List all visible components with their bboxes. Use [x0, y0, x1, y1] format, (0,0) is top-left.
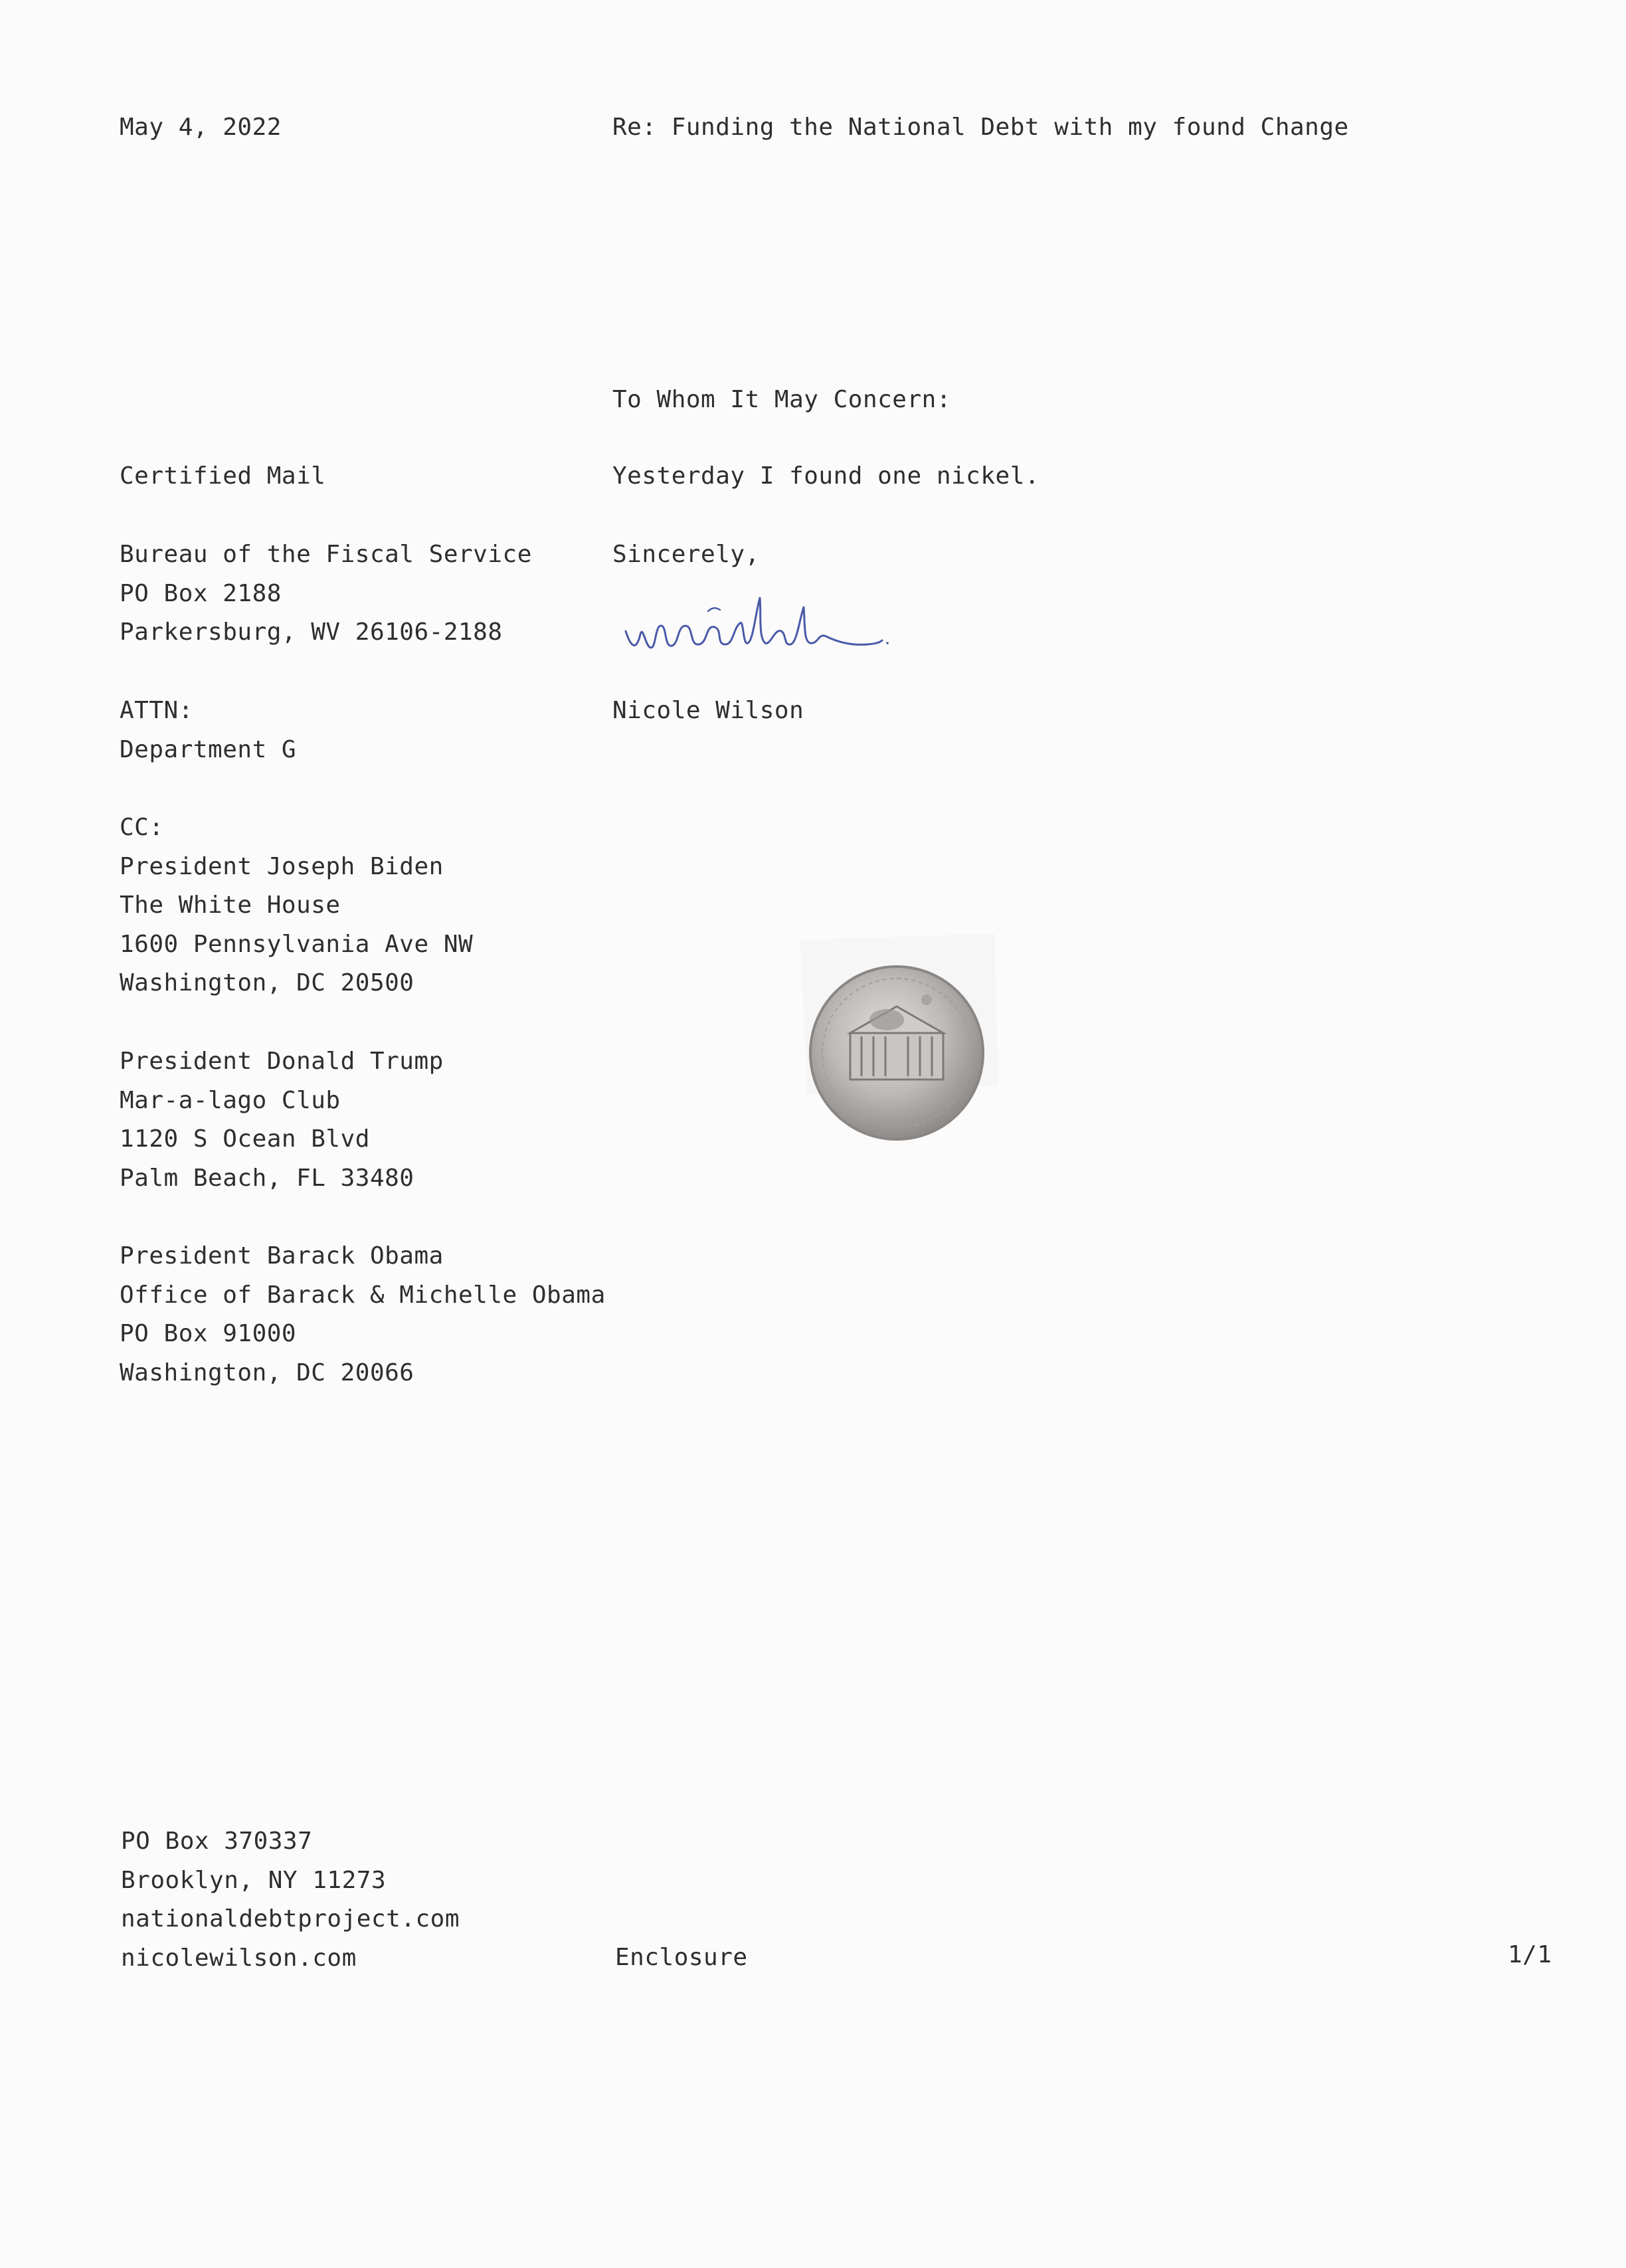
- sender-website: nicolewilson.com: [121, 1944, 357, 1972]
- cc-line: The White House: [120, 892, 341, 919]
- recipient-address: [120, 535, 532, 652]
- signature-icon: [611, 585, 943, 664]
- closing: Sincerely,: [612, 541, 760, 568]
- cc-line: President Donald Trump: [120, 1048, 444, 1075]
- signer-name: Nicole Wilson: [612, 697, 804, 724]
- cc-line: PO Box 91000: [120, 1320, 297, 1347]
- address-line: Parkersburg, WV 26106-2188: [120, 618, 503, 646]
- attn-label: ATTN:: [120, 697, 193, 724]
- mail-type: Certified Mail: [120, 462, 326, 490]
- letter-date: May 4, 2022: [120, 114, 282, 141]
- cc-line: President Joseph Biden: [120, 852, 444, 880]
- cc-label: CC:: [120, 814, 164, 841]
- cc-line: 1600 Pennsylvania Ave NW: [120, 930, 474, 958]
- sender-website: nationaldebtproject.com: [121, 1905, 460, 1933]
- page-number: 1/1: [1508, 1941, 1552, 1968]
- cc-group-trump: [120, 1042, 444, 1198]
- cc-line: Office of Barack & Michelle Obama: [120, 1281, 606, 1309]
- address-line: PO Box 2188: [120, 579, 282, 607]
- cc-line: Washington, DC 20500: [120, 969, 414, 996]
- nickel-coin-icon: [787, 927, 1013, 1153]
- cc-line: Mar-a-lago Club: [120, 1086, 341, 1114]
- sender-line: Brooklyn, NY 11273: [121, 1866, 387, 1894]
- subject-line: Re: Funding the National Debt with my found Change: [612, 114, 1349, 141]
- sender-line: PO Box 370337: [121, 1828, 313, 1855]
- cc-line: 1120 S Ocean Blvd: [120, 1125, 370, 1153]
- attn-department: Department G: [120, 735, 297, 763]
- body-text: Yesterday I found one nickel.: [612, 462, 1040, 490]
- cc-line: Washington, DC 20066: [120, 1359, 414, 1386]
- cc-line: Palm Beach, FL 33480: [120, 1164, 414, 1192]
- sender-address: [121, 1822, 460, 1978]
- salutation: To Whom It May Concern:: [612, 386, 951, 413]
- enclosure-label: Enclosure: [615, 1944, 748, 1971]
- cc-line: President Barack Obama: [120, 1242, 444, 1270]
- address-line: Bureau of the Fiscal Service: [120, 541, 532, 568]
- attn-block: [120, 692, 296, 769]
- cc-group-obama: [120, 1237, 606, 1392]
- cc-block: [120, 808, 473, 1003]
